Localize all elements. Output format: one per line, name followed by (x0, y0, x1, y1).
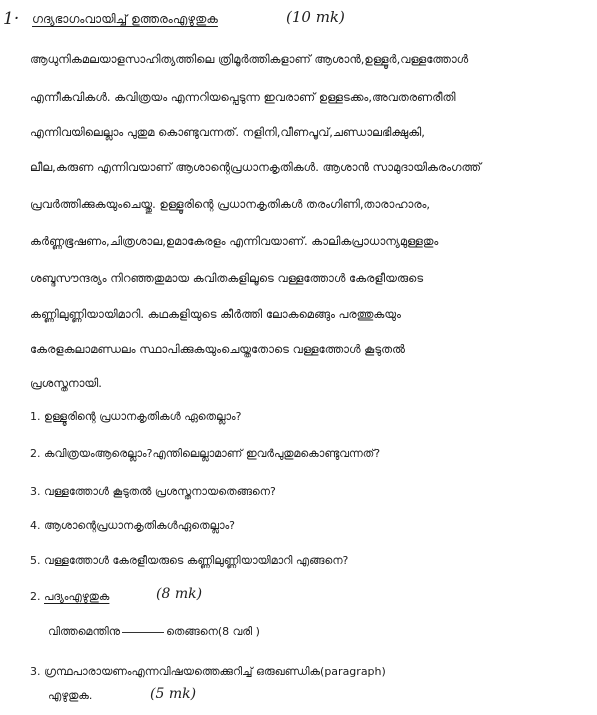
paragraph-line: ശബ്ദസൗന്ദര്യം നിറഞ്ഞതുമായ കവിതകളിലൂടെ വള്ളത്തോൾ കേരളീയരുടെ (30, 271, 424, 285)
section-1-title: ഗദ്യഭാഗംവായിച്ച് ഉത്തരംഎഴുതുക (32, 12, 218, 26)
section-3-heading (30, 665, 386, 679)
fill-blank (122, 632, 164, 633)
question-1 (30, 410, 242, 424)
section-3-text: ഗ്രന്ഥപാരായണംഎന്നവിഷയത്തെക്കുറിച്ച് ഒരുഖണ്ഡിക(paragraph) (44, 665, 386, 678)
paragraph-line: പ്രവർത്തിക്കുകയുംചെയ്തു. ഉള്ളൂരിന്റെ പ്രധാനകൃതികൾ തരംഗിണി,താരാഹാരം, (30, 197, 431, 211)
paragraph-line: പ്രശസ്തനായി. (30, 376, 102, 390)
section-3-marks: (5 mk) (150, 686, 197, 702)
paragraph-line: ആധുനികമലയാളസാഹിത്യത്തിലെ ത്രിമൂർത്തികളാണ് ആശാൻ,ഉള്ളൂർ,വള്ളത്തോൾ (30, 52, 469, 66)
section-2-title: പദ്യംഎഴുതുക (44, 590, 110, 603)
question-number: 2. (30, 447, 41, 460)
paragraph-line: കണ്ണിലുണ്ണിയായിമാറി. കഥകളിയുടെ കീർത്തി ലോകമെങ്ങും പരത്തുകയും (30, 307, 401, 321)
question-text: ഉള്ളൂരിന്റെ പ്രധാനകൃതികൾ ഏതെല്ലാം? (44, 410, 242, 423)
section-2-heading (30, 590, 109, 604)
paragraph-line: എന്നീകവികൾ. കവിത്രയം എന്നറിയപ്പെടുന്ന ഇവരാണ് ഉള്ളടക്കം,അവതരണരീതി (30, 90, 456, 104)
question-number: 1. (30, 410, 41, 423)
question-3 (30, 485, 276, 499)
section-2-number: 2. (30, 590, 41, 603)
section-3-text-continued: എഴുതുക. (48, 689, 93, 702)
section-1-marks: (10 mk) (286, 8, 345, 26)
question-number: 5. (30, 554, 41, 567)
poem-prompt-end: തെങ്ങനെ(8 വരി ) (166, 625, 260, 638)
poem-prompt-start: വിത്തമെന്തിനു (48, 625, 121, 638)
paragraph-line: എന്നിവയിലെല്ലാം പുതുമ കൊണ്ടുവന്നത്. നളിനി,വീണപൂവ്,ചണ്ഡാലഭിക്ഷുകി, (30, 125, 425, 139)
question-2 (30, 447, 380, 461)
question-4 (30, 519, 235, 533)
section-3-number: 3. (30, 665, 41, 678)
poem-prompt-line (48, 625, 260, 639)
paragraph-line: ലീല,കരുണ എന്നിവയാണ് ആശാന്റെപ്രധാനകൃതികൾ. ആശാൻ സാമുദായികരംഗത്ത് (30, 160, 482, 174)
section-2-marks: (8 mk) (156, 586, 203, 602)
question-number: 4. (30, 519, 41, 532)
question-number: 3. (30, 485, 41, 498)
question-5 (30, 554, 348, 568)
question-text: കവിത്രയംആരെല്ലാം?എന്തിലെല്ലാമാണ് ഇവർപുതുമകൊണ്ടുവന്നത്? (44, 447, 381, 460)
paragraph-line: കർണ്ണഭൂഷണം,ചിത്രശാല,ഉമാകേരളം എന്നിവയാണ്. കാലികപ്രാധാന്യമുള്ളതും (30, 234, 439, 248)
paragraph-line: കേരളകലാമണ്ഡലം സ്ഥാപിക്കുകയുംചെയ്തതോടെ വള്ളത്തോൾ കൂടുതൽ (30, 342, 405, 356)
question-text: വള്ളത്തോൾ കേരളീയരുടെ കണ്ണിലുണ്ണിയായിമാറി എങ്ങനെ? (44, 554, 349, 567)
question-text: ആശാന്റെപ്രധാനകൃതികൾഏതെല്ലാം? (44, 519, 236, 532)
question-text: വള്ളത്തോൾ കൂടുതൽ പ്രശസ്തനായതെങ്ങനെ? (44, 485, 276, 498)
section-1-number: 1· (3, 9, 20, 29)
